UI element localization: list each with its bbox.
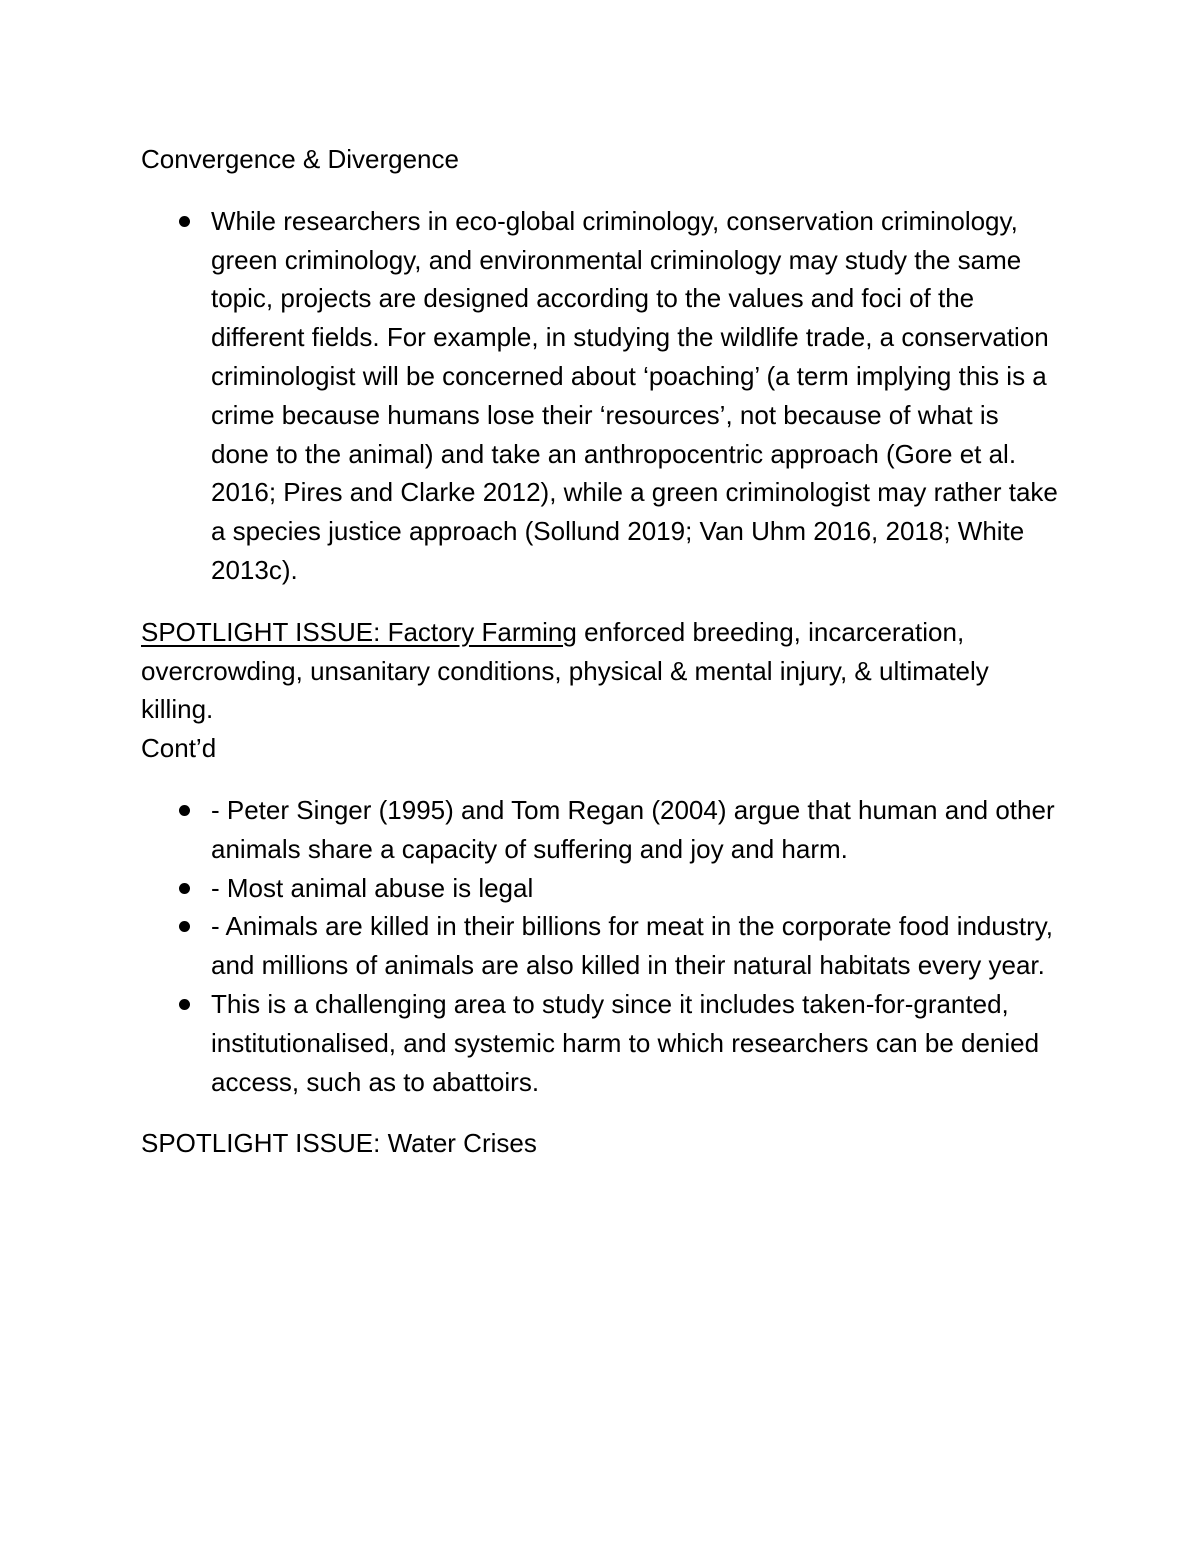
spotlight-heading-water-crises: SPOTLIGHT ISSUE: Water Crises [141,1128,537,1159]
bullet-icon [179,805,190,816]
list-item [141,985,1061,1101]
list-item [141,791,1061,869]
bullet-icon [179,921,190,932]
spotlight-label-factory-farming: SPOTLIGHT ISSUE: Factory Farming [141,616,577,647]
spacer [141,590,1061,613]
list-item [141,202,1061,590]
document-body [141,140,1061,1163]
bullet-icon [179,216,190,227]
list-item [141,907,1061,985]
section-heading-convergence: Convergence & Divergence [141,144,459,174]
bullet-icon [179,999,190,1010]
spotlight-paragraph-factory-farming [141,613,1061,729]
spacer [141,768,1061,791]
list-item-text: - Peter Singer (1995) and Tom Regan (2004) argue that human and other animals share a capacity of suffering and joy and harm. [211,794,1055,864]
bullet-icon [179,883,190,894]
bullet-list-convergence [141,202,1061,590]
spotlight-text-factory-farming: enforced breeding, incarceration, overcrowding, unsanitary conditions, physical & mental injury, & ultimately killing. [141,616,989,725]
contd-label: Cont’d [141,733,217,764]
list-item-text: This is a challenging area to study since it includes taken-for-granted, institutionalised, and systemic harm to which researchers can be denied access, such as to abattoirs. [211,988,1040,1097]
list-item-text: - Most animal abuse is legal [211,872,534,903]
spacer [141,179,1061,202]
list-item [141,869,1061,908]
list-item-text: - Animals are killed in their billions for meat in the corporate food industry, and millions of animals are also killed in their natural habitats every year. [211,911,1054,981]
spacer [141,1101,1061,1124]
bullet-list-factory-farming [141,791,1061,1101]
list-item-text: While researchers in eco-global criminology, conservation criminology, green criminology, and environmental criminology may study the same topic, projects are designed according to the values and foci of the different fields. For example, in studying the wildlife trade, a conservation criminologist will be concerned about ‘poaching’ (a term implying this is a crime because humans lose their ‘resources’, not because of what is done to the animal) and take an anthropocentric approach (Gore et al. 2016; Pires and Clarke 2012), while a green criminologist may rather take a species justice approach (Sollund 2019; Van Uhm 2016, 2018; White 2013c). [211,205,1058,585]
